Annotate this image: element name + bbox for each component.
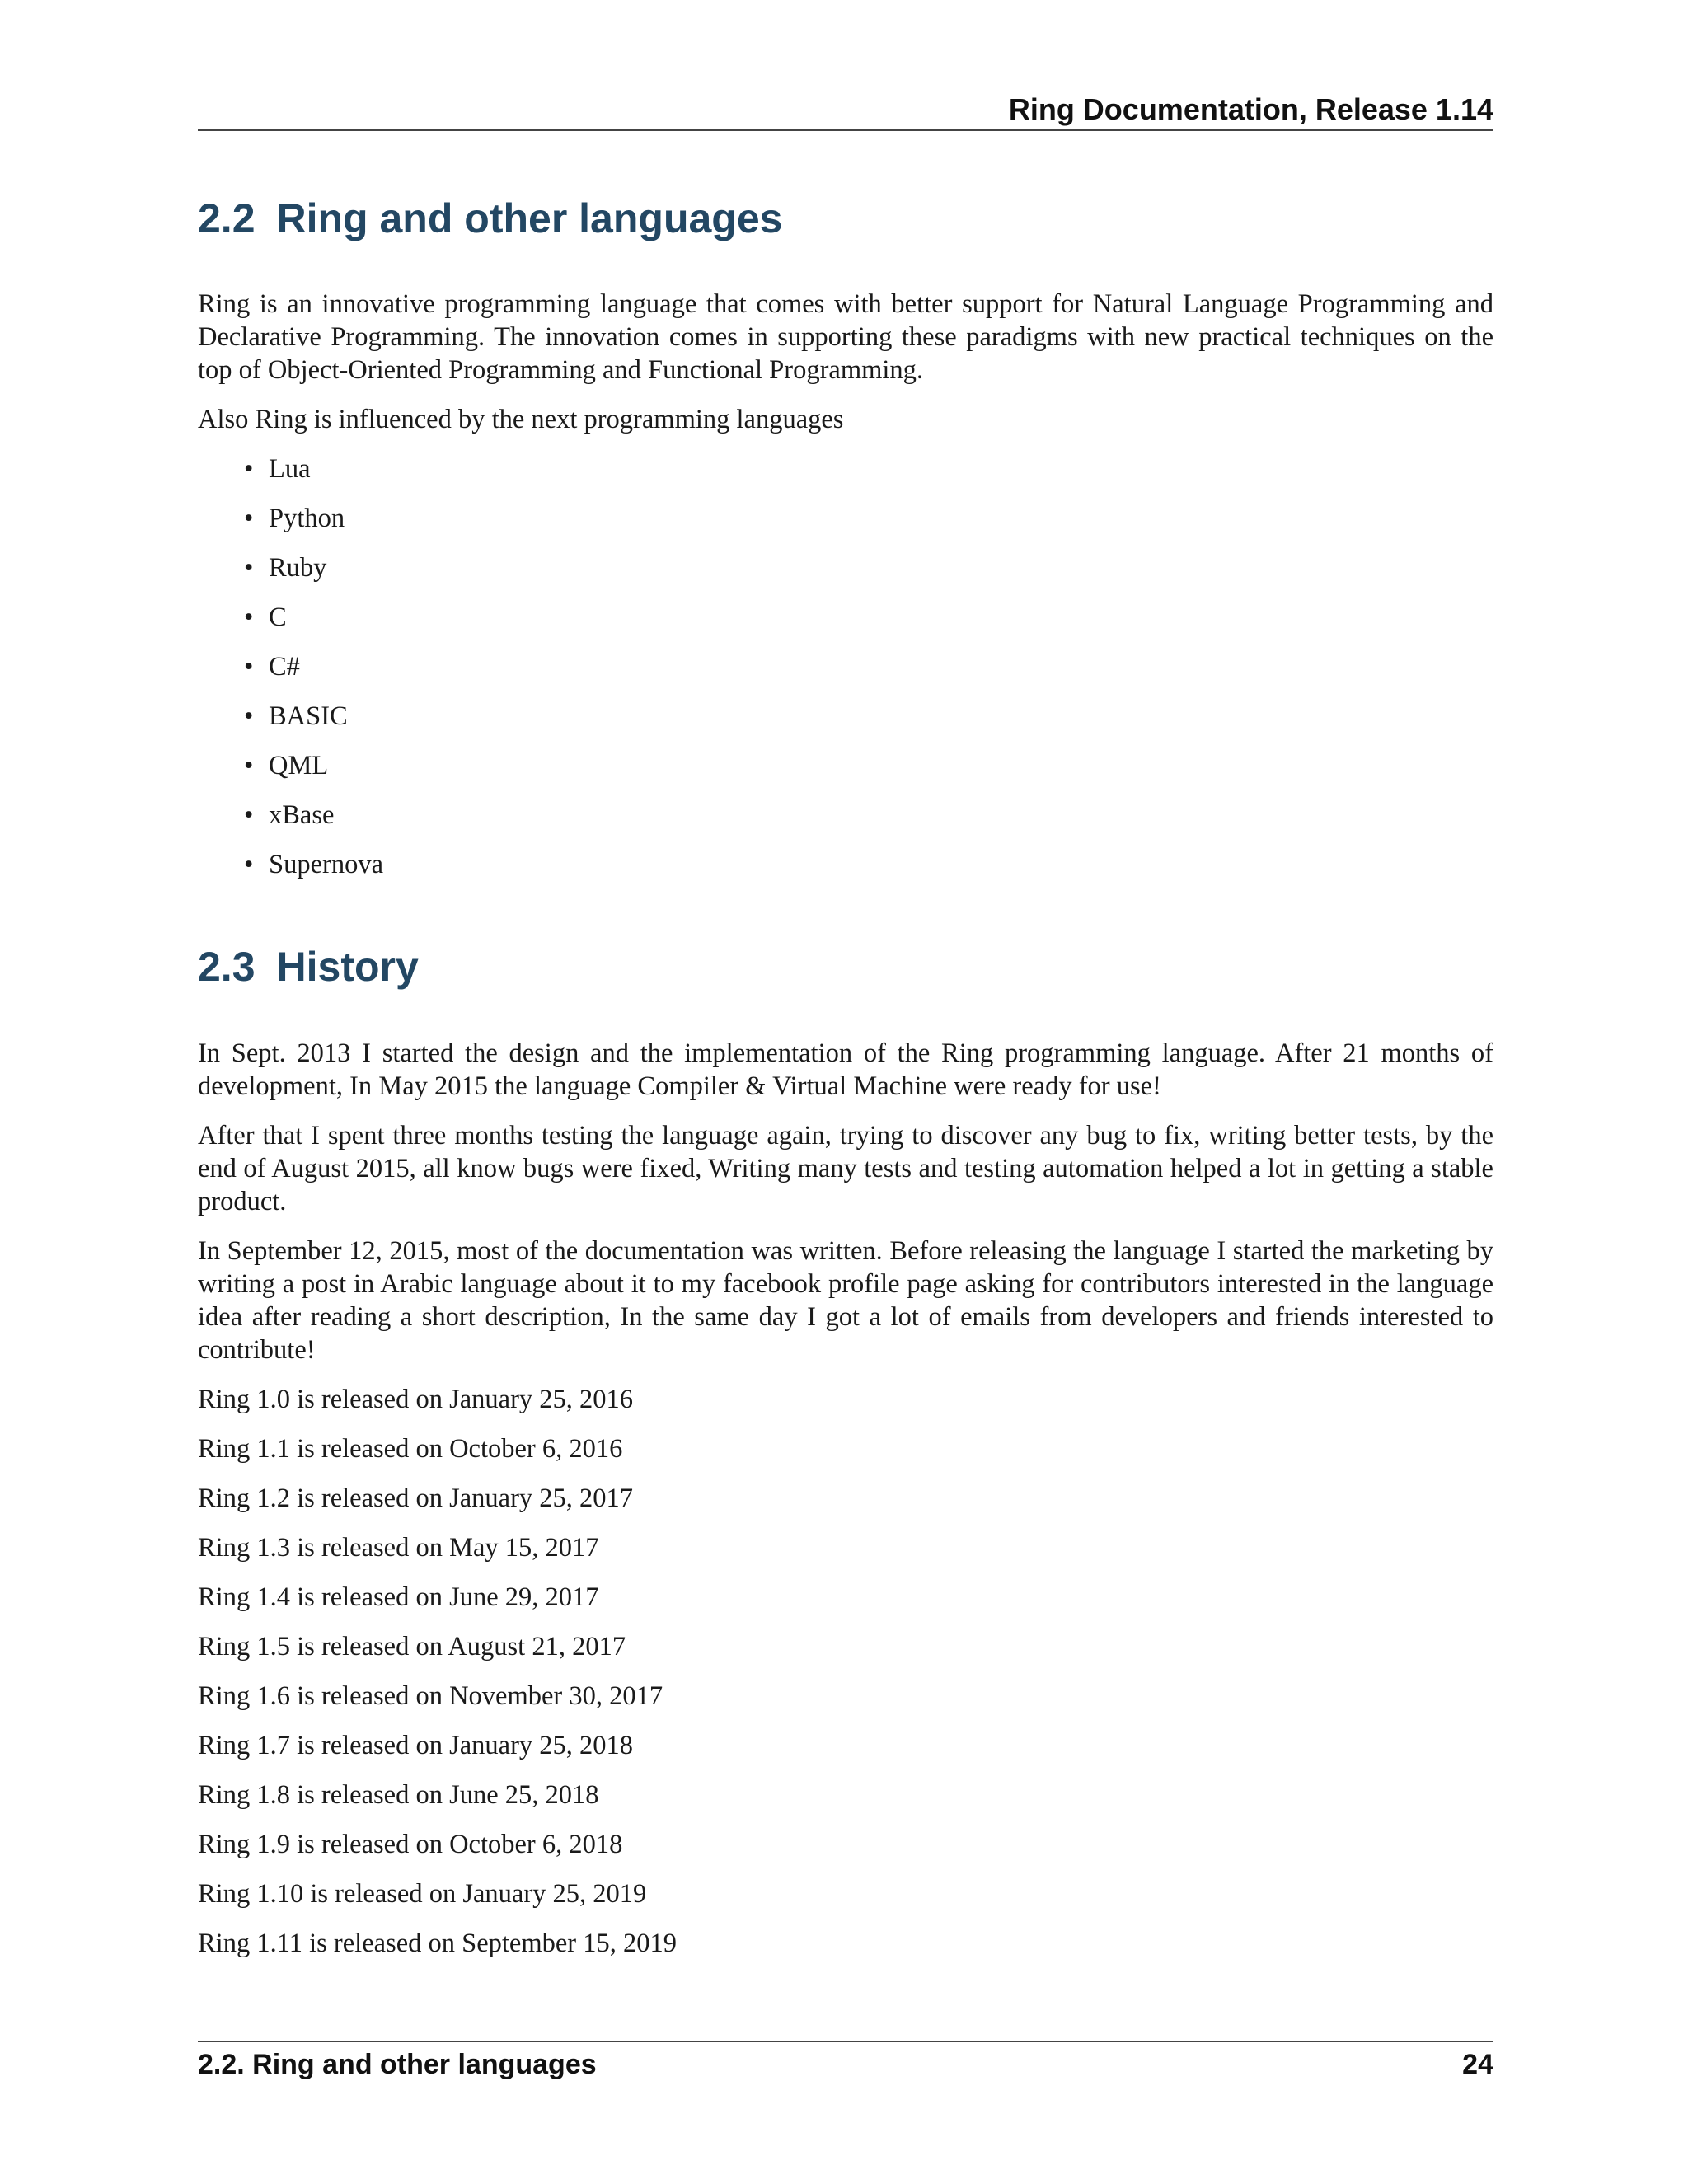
page-number: 24	[1462, 2049, 1493, 2080]
section-title: History	[276, 944, 419, 990]
bullet-icon: •	[244, 751, 254, 780]
bullet-icon: •	[244, 504, 254, 533]
list-item: • C#	[244, 652, 300, 682]
bullet-icon: •	[244, 701, 254, 731]
bullet-icon: •	[244, 602, 254, 632]
release-line: Ring 1.6 is released on November 30, 2017	[198, 1681, 663, 1711]
release-line: Ring 1.9 is released on October 6, 2018	[198, 1830, 623, 1859]
list-item: • Lua	[244, 454, 311, 484]
bullet-icon: •	[244, 850, 254, 879]
list-item: • QML	[244, 751, 329, 780]
list-item: • BASIC	[244, 701, 348, 731]
list-item: • Supernova	[244, 850, 383, 879]
release-line: Ring 1.4 is released on June 29, 2017	[198, 1582, 599, 1612]
list-item: • xBase	[244, 800, 335, 830]
section-heading-2-3	[198, 943, 419, 991]
release-line: Ring 1.8 is released on June 25, 2018	[198, 1780, 599, 1810]
running-header: Ring Documentation, Release 1.14	[1008, 92, 1493, 126]
release-list	[198, 1383, 677, 1976]
bullet-icon: •	[244, 652, 254, 682]
list-item: • C	[244, 602, 287, 632]
list-item: • Python	[244, 504, 345, 533]
history-paragraph-1: In Sept. 2013 I started the design and the implementation of the Ring programming language. After 21 months of development, In May 2015 the language Compiler & Virtual Machine were ready for use!	[198, 1038, 1493, 1101]
bullet-icon: •	[244, 800, 254, 830]
release-line: Ring 1.5 is released on August 21, 2017	[198, 1632, 626, 1661]
bullet-icon: •	[244, 553, 254, 583]
release-line: Ring 1.10 is released on January 25, 2019	[198, 1879, 647, 1909]
release-line: Ring 1.1 is released on October 6, 2016	[198, 1434, 623, 1464]
release-line: Ring 1.11 is released on September 15, 2019	[198, 1929, 677, 1958]
section-number: 2.2	[198, 195, 256, 241]
release-line: Ring 1.3 is released on May 15, 2017	[198, 1533, 599, 1563]
history-paragraph-3: In September 12, 2015, most of the documentation was written. Before releasing the language I started the marketing by writing a post in Arabic language about it to my facebook profile page asking for contributors interested in the language idea after reading a short description, In the same day I got a lot of emails from developers and friends interested to contribute!	[198, 1236, 1493, 1365]
bullet-icon: •	[244, 454, 254, 484]
influence-lead: Also Ring is influenced by the next programming languages	[198, 405, 844, 434]
release-line: Ring 1.2 is released on January 25, 2017	[198, 1483, 634, 1513]
list-item: • Ruby	[244, 553, 327, 583]
release-line: Ring 1.0 is released on January 25, 2016	[198, 1385, 634, 1414]
section-title: Ring and other languages	[276, 195, 783, 241]
release-line: Ring 1.7 is released on January 25, 2018	[198, 1731, 634, 1760]
footer-section-ref: 2.2. Ring and other languages	[198, 2049, 597, 2080]
influence-list	[198, 452, 383, 898]
intro-paragraph: Ring is an innovative programming language that comes with better support for Natural Language Programming and Declarative Programming. The innovation comes in supporting these paradigms with new practical techniques on the top of Object-Oriented Programming and Functional Programming.	[198, 289, 1493, 385]
history-paragraph-2: After that I spent three months testing the language again, trying to discover any bug to fix, writing better tests, by the end of August 2015, all know bugs were fixed, Writing many tests and testing automation helped a lot in getting a stable product.	[198, 1121, 1493, 1216]
footer-rule	[198, 2041, 1493, 2042]
section-number: 2.3	[198, 944, 256, 990]
section-heading-2-2	[198, 194, 782, 242]
header-rule	[198, 129, 1493, 131]
